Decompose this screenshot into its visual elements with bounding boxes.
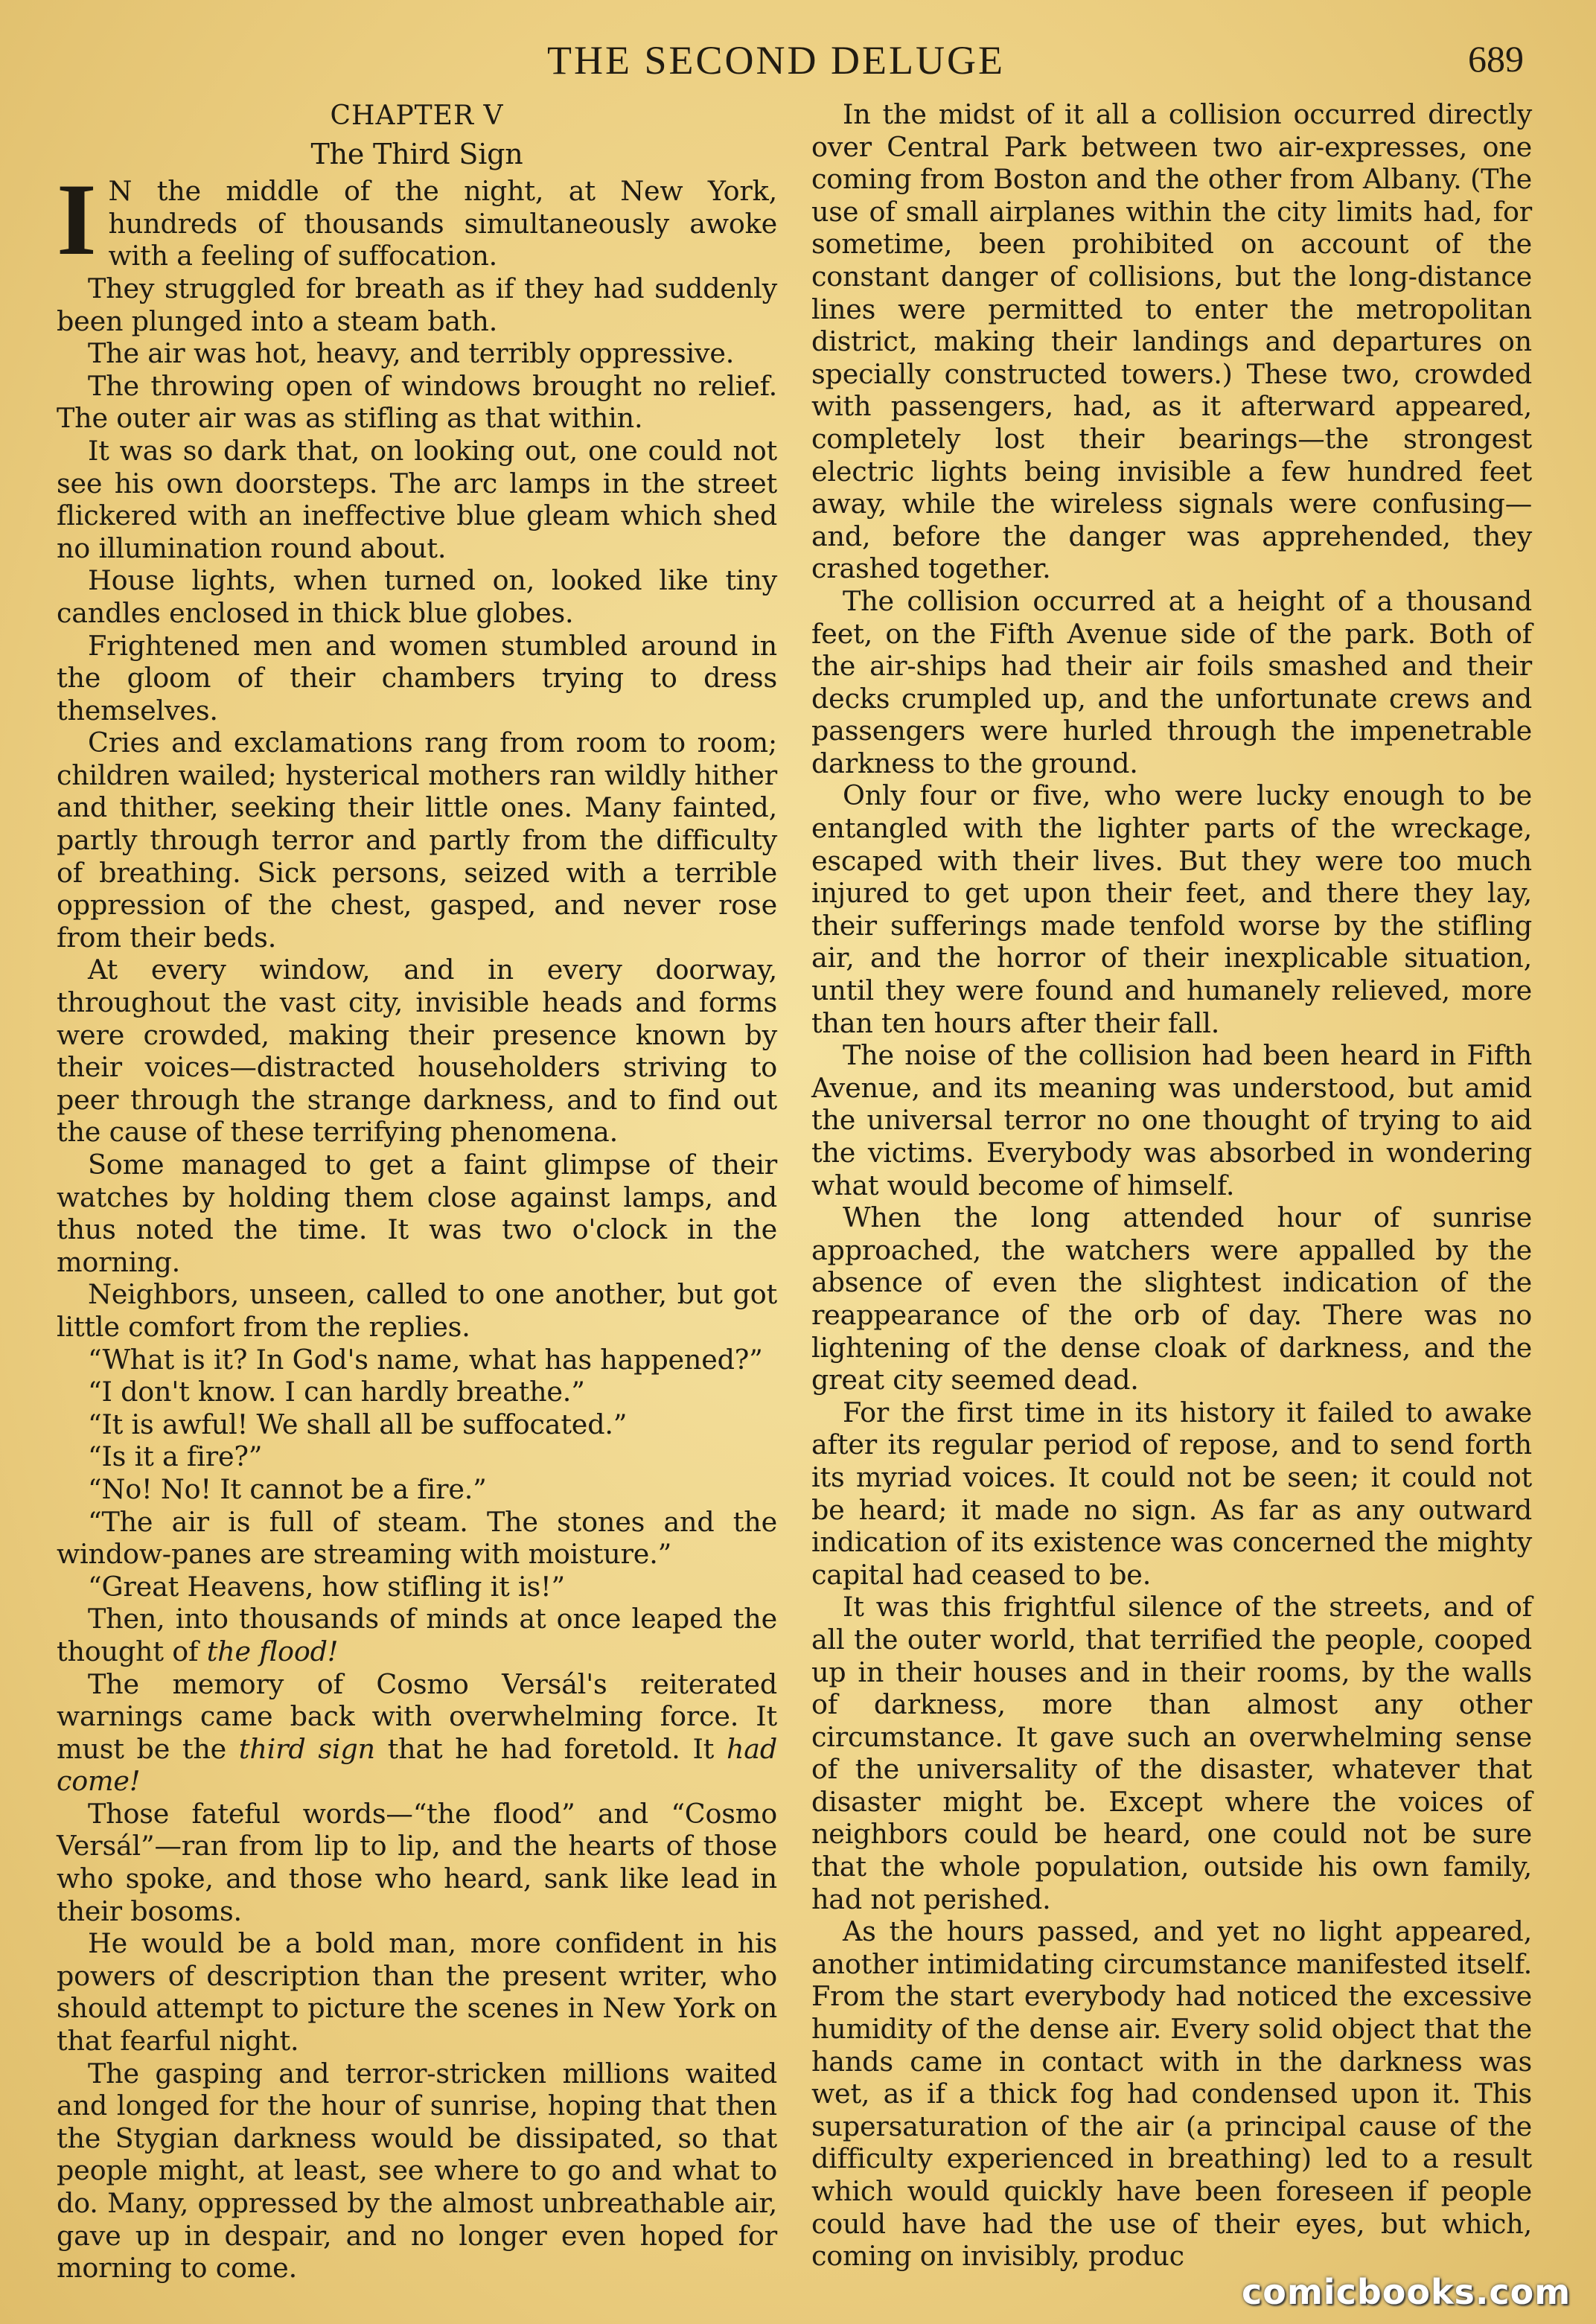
- dialogue-line: “Great Heavens, how stifling it is!”: [88, 1570, 565, 1603]
- dialogue-line: “Is it a fire?”: [88, 1440, 263, 1473]
- chapter-subtitle: The Third Sign: [310, 137, 523, 170]
- emphasis: had come!: [57, 1732, 777, 1798]
- chapter-heading: CHAPTER V: [330, 100, 504, 131]
- opening-text: N the middle of the night, at New York, hundreds of thousands simultaneously awoke with a feeling of suffocation.: [108, 175, 777, 272]
- paragraph: In the midst of it all a collision occurred directly over Central Park between two air-expresses, one coming from Boston and the other from Albany. (The use of small airplanes within the city limits had, for sometime, been prohibited on account of the constant danger of collisions, but the long-distance lines were permitted to enter the metropolitan district, making their landings and departures on specially constructed towers.) These two, crowded with passengers, had, as it afterward appeared, completely lost their bearings—the strongest electric lights being invisible a few hundred feet away, while the wireless signals were confusing—and, before the danger was apprehended, they crashed together.: [811, 98, 1532, 585]
- paragraph: As the hours passed, and yet no light appeared, another intimidating circumstance manifested itself. From the start everybody had noticed the excessive humidity of the dense air. Every solid object that the hands came in contact with in the darkness was wet, as if a thick fog had condensed upon it. This supersaturation of the air (a principal cause of the difficulty experienced in breathing) led to a result which would quickly have been foreseen if people could have had the use of their eyes, but which, coming on invisibly, produc: [811, 1915, 1532, 2273]
- dialogue-line: “What is it? In God's name, what has happened?”: [88, 1343, 763, 1376]
- paragraph: The noise of the collision had been heard in Fifth Avenue, and its meaning was understood, but amid the universal terror no one thought of trying to aid the victims. Everybody was absorbed in wondering what would become of himself.: [811, 1039, 1532, 1201]
- right-column: [811, 98, 1532, 2273]
- running-header: [0, 37, 1596, 89]
- page-number: 689: [1468, 38, 1524, 80]
- emphasis: the flood!: [206, 1635, 339, 1667]
- paragraph: It was so dark that, on looking out, one could not see his own doorsteps. The arc lamps in the street flickered with an ineffective blue gleam which shed no illumination round about.: [57, 434, 777, 564]
- paragraph: Some managed to get a faint glimpse of their watches by holding them close against lamps, and thus noted the time. It was two o'clock in the morning.: [57, 1149, 777, 1278]
- dialogue-line: “The air is full of steam. The stones and the window-panes are streaming with moisture.”: [57, 1505, 777, 1571]
- paragraph: When the long attended hour of sunrise approached, the watchers were appalled by the absence of even the slightest indication of the reappearance of the orb of day. There was no lightening of the dense cloak of darkness, and the great city seemed dead.: [811, 1201, 1532, 1396]
- paragraph: [57, 1603, 777, 1667]
- paragraph: Neighbors, unseen, called to one another, but got little comfort from the replies.: [57, 1278, 777, 1343]
- paragraph: The collision occurred at a height of a thousand feet, on the Fifth Avenue side of the park. Both of the air-ships had their air foils smashed and their decks crumpled up, and the unfortunate crews and passengers were hurled through the impenetrable darkness to the ground.: [811, 584, 1532, 779]
- dialogue-line: “I don't know. I can hardly breathe.”: [88, 1376, 585, 1408]
- text-run: Then, into thousands of minds at once leaped the thought of: [57, 1603, 777, 1667]
- dialogue-line: “It is awful! We shall all be suffocated.”: [88, 1408, 628, 1440]
- paragraph: The gasping and terror-stricken millions waited and longed for the hour of sunrise, hoping that then the Stygian darkness would be dissipated, so that people might, at least, see where to go and what to do. Many, oppressed by the almost unbreathable air, gave up in despair, and no longer even hoped for morning to come.: [57, 2057, 777, 2285]
- paragraph: He would be a bold man, more confident in his powers of description than the present writer, who should attempt to picture the scenes in New York on that fearful night.: [57, 1927, 777, 2058]
- opening-paragraph: [57, 162, 777, 277]
- paragraph: The air was hot, heavy, and terribly oppressive.: [88, 337, 735, 370]
- drop-cap: I: [57, 162, 97, 277]
- paragraph: They struggled for breath as if they had suddenly been plunged into a steam bath.: [57, 272, 777, 337]
- dialogue-line: “No! No! It cannot be a fire.”: [88, 1472, 487, 1505]
- paragraph: Only four or five, who were lucky enough to be entangled with the lighter parts of the wreckage, escaped with their lives. But they were too much injured to get upon their feet, and there they lay, their sufferings made tenfold worse by the stifling air, and the horror of their inexplicable situation, until they were found and humanely relieved, more than ten hours after their fall.: [811, 779, 1532, 1039]
- paragraph: Those fateful words—“the flood” and “Cosmo Versál”—ran from lip to lip, and the hearts of those who spoke, and those who heard, sank like lead in their bosoms.: [57, 1797, 777, 1927]
- paragraph: The throwing open of windows brought no relief. The outer air was as stifling as that within.: [57, 369, 777, 435]
- paragraph: At every window, and in every doorway, throughout the vast city, invisible heads and forms were crowded, making their presence known by their voices—distracted householders striving to peer through the strange darkness, and to find out the cause of these terrifying phenomena.: [57, 954, 777, 1149]
- text-run: that he had foretold. It: [374, 1732, 727, 1765]
- running-title: THE SECOND DELUGE: [547, 38, 1005, 83]
- paragraph: House lights, when turned on, looked like tiny candles enclosed in thick blue globes.: [57, 564, 777, 629]
- left-column: [57, 98, 777, 2285]
- paragraph: For the first time in its history it failed to awake after its regular period of repose, and to send forth its myriad voices. It could not be seen; it could not be heard; it made no sign. As far as any outward indication of its existence was concerned the mighty capital had ceased to be.: [811, 1396, 1532, 1591]
- watermark: comicbooks.com: [1242, 2272, 1571, 2312]
- text-run: The memory of Cosmo Versál's reiterated warnings came back with overwhelming force. It must be the: [57, 1667, 777, 1765]
- paragraph: [57, 1668, 777, 1798]
- emphasis: third sign: [238, 1732, 375, 1765]
- paragraph: It was this frightful silence of the streets, and of all the outer world, that terrified the people, cooped up in their houses and in their rooms, by the walls of darkness, more than almost any other circumstance. It gave such an overwhelming sense of the universality of the disaster, whatever that disaster might be. Except where the voices of neighbors could be heard, one could not be sure that the whole population, outside his own family, had not perished.: [811, 1591, 1532, 1915]
- paragraph: Cries and exclamations rang from room to room; children wailed; hysterical mothers ran wildly hither and thither, seeking their little ones. Many fainted, partly through terror and partly from the difficulty of breathing. Sick persons, seized with a terrible oppression of the chest, gasped, and never rose from their beds.: [57, 727, 777, 954]
- paragraph: Frightened men and women stumbled around in the gloom of their chambers trying to dress themselves.: [57, 629, 777, 727]
